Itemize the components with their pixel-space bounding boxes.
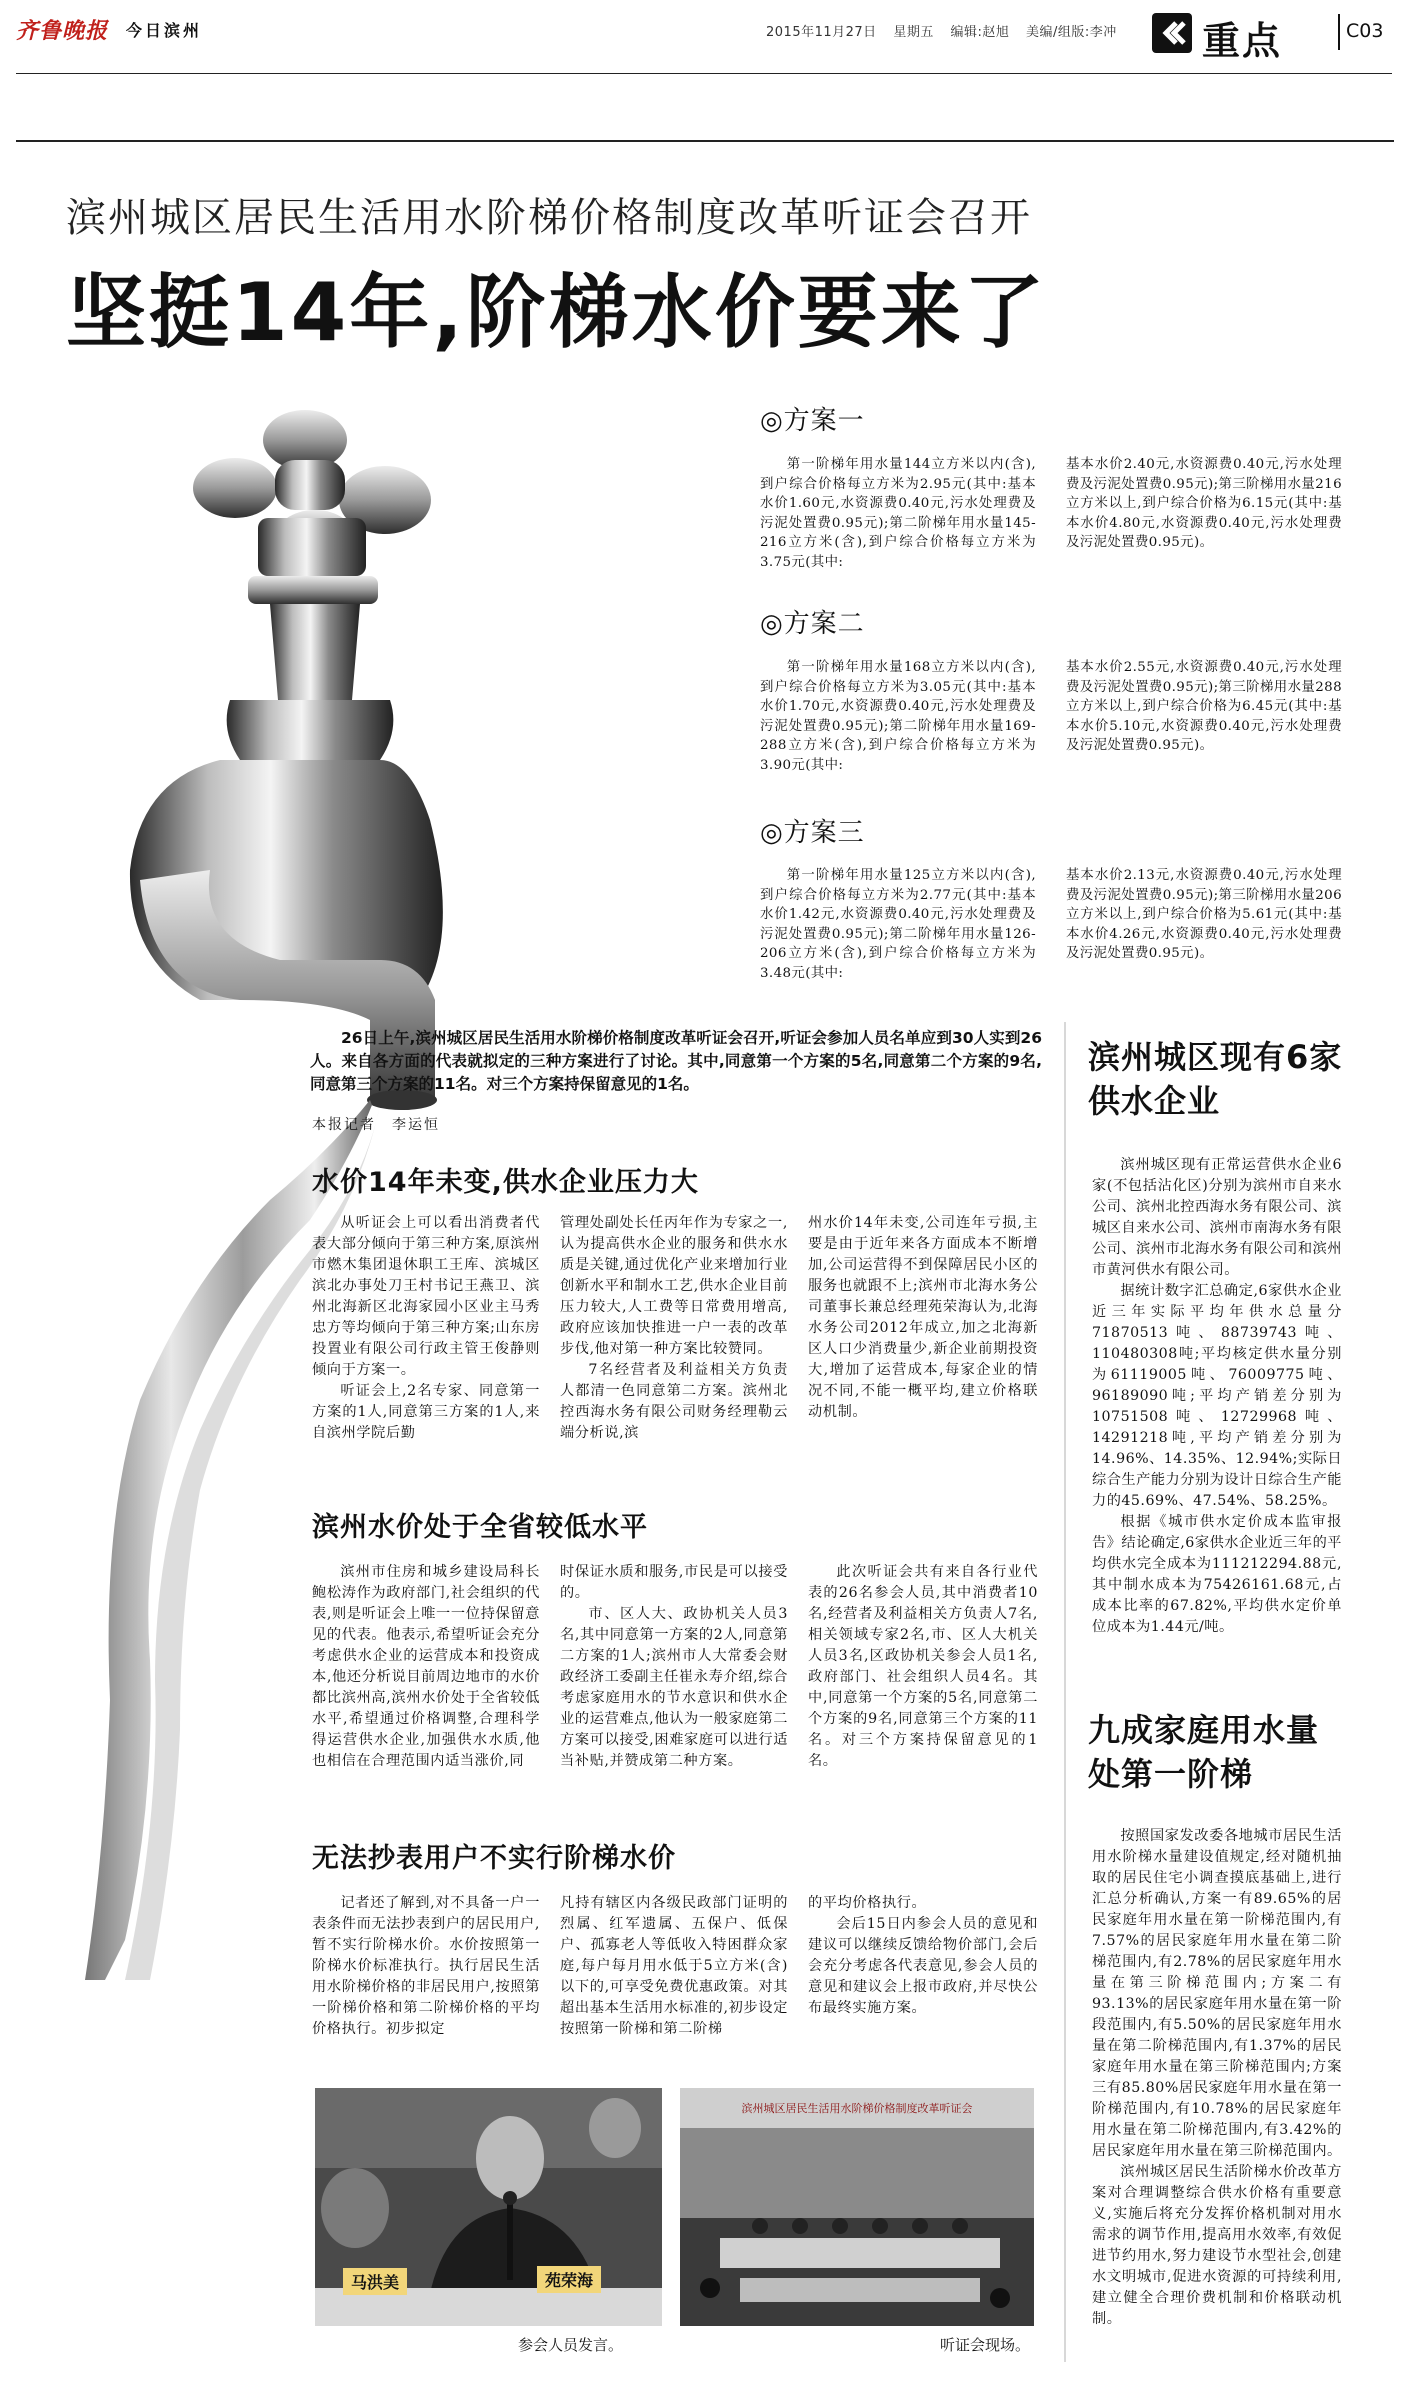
article-lead: 26日上午,滨州城区居民生活用水阶梯价格制度改革听证会召开,听证会参加人员名单应到30人实到26人。来自各方面的代表就拟定的三种方案进行了讨论。其中,同意第一个方案的5名,同意第二个方案的9名,同意第三个方案的11名。对三个方案持保留意见的1名。 bbox=[310, 1029, 1042, 1093]
issue-weekday: 星期五 bbox=[893, 25, 934, 40]
article-subtitle: 滨州城区居民生活用水阶梯价格制度改革听证会召开 bbox=[66, 195, 1032, 241]
sidebar-heading-1: 滨州城区现有6家供水企业 bbox=[1088, 1038, 1343, 1120]
issue-date: 2015年11月27日 bbox=[766, 25, 877, 40]
nameplate-2: 苑荣海 bbox=[537, 2266, 601, 2293]
page-number: C03 bbox=[1346, 20, 1384, 42]
section-3-col-2: 凡持有辖区内各级民政部门证明的烈属、红军遗属、五保户、低保户、孤寡老人等低收入特困群众家庭,每户每月用水低于5立方米(含)以下的,可享受免费优惠政策。对其超出基本生活用水标准的,初步设定按照第一阶梯和第二阶梯 bbox=[560, 1895, 788, 2037]
category-badge-icon bbox=[1152, 13, 1192, 53]
section-1-heading: 水价14年未变,供水企业压力大 bbox=[312, 1167, 699, 1198]
section-2-col-3: 此次听证会共有来自各行业代表的26名参会人员,其中消费者10名,经营者及利益相关方负责人7名,相关领域专家2名,市、区人大机关人员3名,区政协机关参会人员1名,政府部门、社会组织人员4名。其中,同意第一个方案的5名,同意第二个方案的9名,同意第三个方案的11名。对三个方案持保留意见的1名。 bbox=[808, 1564, 1038, 1769]
section-2-col-1: 滨州市住房和城乡建设局科长鲍松涛作为政府部门,社会组织的代表,则是听证会上唯一一位持保留意见的代表。他表示,希望听证会充分考虑供水企业的运营成本和投资成本,他还分析说目前周边地市的水价都比滨州高,滨州水价处于全省较低水平,希望通过价格调整,合理科学得运营供水企业,加强供水水质,他也相信在合理范围内适当涨价,同 bbox=[312, 1564, 540, 1769]
article-title: 坚挺14年,阶梯水价要来了 bbox=[66, 266, 1047, 359]
plan-3-text-a: 第一阶梯年用水量125立方米以内(含),到户综合价格每立方米为2.77元(其中:基本水价1.42元,水资源费0.40元,污水处理费及污泥处置费0.95元);第二阶梯年用水量126-206立方米(含),到户综合价格每立方米为3.48元(其中: bbox=[760, 868, 1036, 981]
section-name: 今日滨州 bbox=[126, 21, 203, 40]
plan-3-title: ◎方案三 bbox=[760, 818, 865, 848]
photo-caption-left: 参会人员发言。 bbox=[518, 2336, 624, 2354]
sidebar-heading-2: 九成家庭用水量处第一阶梯 bbox=[1088, 1711, 1320, 1793]
section-3-col-3: 的平均价格执行。 会后15日内参会人员的意见和建议可以继续反馈给物价部门,会后会充分考虑各代表意见,参会人员的意见和建议会上报市政府,并尽快公布最终实施方案。 bbox=[808, 1895, 1038, 2016]
plan-2-text-b: 基本水价2.55元,水资源费0.40元,污水处理费及污泥处置费0.95元);第三阶梯用水量288立方米以上,到户综合价格为6.45元(其中:基本水价5.10元,水资源费0.40元,污水处理费及污泥处置费0.95元)。 bbox=[1066, 660, 1342, 754]
sidebar-text-1: 滨州城区现有正常运营供水企业6家(不包括沾化区)分别为滨州市自来水公司、滨州北控西海水务有限公司、滨城区自来水公司、滨州市南海水务有限公司、滨州市北海水务有限公司和滨州市黄河供水有限公司。 据统计数字汇总确定,6家供水企业近三年实际平均年供水总量分71870513吨、88739743吨、110480308吨;平均核定供水量分别为61119005吨、76009775吨、96189090吨;平均产销差分别为10751508吨、12729968吨、14291218吨,平均产销差分别为14.96%、14.35%、12.94%;实际日综合生产能力分别为设计日综合生产能力的45.69%、47.54%、58.25%。 根据《城市供水定价成本监审报告》结论确定,6家供水企业近三年的平均供水完全成本为111212294.88元,其中制水成本为75426161.68元,占成本比率的67.82%,平均供水定价单位成本为1.44元/吨。 bbox=[1092, 1157, 1343, 1635]
plan-2-title: ◎方案二 bbox=[760, 609, 865, 639]
plan-2-text-a: 第一阶梯年用水量168立方米以内(含),到户综合价格每立方米为3.05元(其中:基本水价1.70元,水资源费0.40元,污水处理费及污泥处置费0.95元);第二阶梯年用水量169-288立方米(含),到户综合价格每立方米为3.90元(其中: bbox=[760, 660, 1036, 773]
nameplate-1: 马洪美 bbox=[343, 2268, 407, 2295]
editor-credit: 编辑:赵旭 bbox=[950, 25, 1010, 40]
photo-caption-right: 听证会现场。 bbox=[940, 2336, 1031, 2354]
plan-1-title: ◎方案一 bbox=[760, 406, 865, 436]
section-3-heading: 无法抄表用户不实行阶梯水价 bbox=[312, 1843, 676, 1874]
photo-speaker bbox=[315, 2088, 662, 2326]
section-1-col-3: 州水价14年未变,公司连年亏损,主要是由于近年来各方面成本不断增加,公司运营得不到保障居民小区的服务也就跟不上;滨州市北海水务公司董事长兼总经理苑荣海认为,北海水务公司2012年成立,加之北海新区人口少消费量少,新企业前期投资大,增加了运营成本,每家企业的情况不同,不能一概平均,建立价格联动机制。 bbox=[808, 1215, 1038, 1420]
photo-hearing-room bbox=[680, 2088, 1034, 2326]
section-1-col-1: 从听证会上可以看出消费者代表大部分倾向于第三种方案,原滨州市燃木集团退休职工王库、滨城区滨北办事处刀王村书记王燕卫、滨州北海新区北海家园小区业主马秀忠方等均倾向于第三种方案;山东房投置业有限公司行政主管王俊静则倾向于方案一。 听证会上,2名专家、同意第一方案的1人,同意第三方案的1人,来自滨州学院后勤 bbox=[312, 1215, 540, 1441]
hearing-banner: 滨州城区居民生活用水阶梯价格制度改革听证会 bbox=[741, 2102, 973, 2115]
category-label: 重点 bbox=[1202, 19, 1283, 63]
plan-1-text-b: 基本水价2.40元,水资源费0.40元,污水处理费及污泥处置费0.95元);第三阶梯用水量216立方米以上,到户综合价格为6.15元(其中:基本水价4.80元,水资源费0.40元,污水处理费及污泥处置费0.95元)。 bbox=[1066, 457, 1342, 551]
designer-credit: 美编/组版:李冲 bbox=[1026, 25, 1117, 40]
section-2-heading: 滨州水价处于全省较低水平 bbox=[312, 1512, 648, 1543]
plan-1-text-a: 第一阶梯年用水量144立方米以内(含),到户综合价格每立方米为2.95元(其中:基本水价1.60元,水资源费0.40元,污水处理费及污泥处置费0.95元);第二阶梯年用水量145-216立方米(含),到户综合价格每立方米为3.75元(其中: bbox=[760, 457, 1036, 570]
plan-3-text-b: 基本水价2.13元,水资源费0.40元,污水处理费及污泥处置费0.95元);第三阶梯用水量206立方米以上,到户综合价格为5.61元(其中:基本水价4.26元,水资源费0.40元,污水处理费及污泥处置费0.95元)。 bbox=[1066, 868, 1342, 962]
masthead-logo: 齐鲁晚报 bbox=[16, 18, 109, 44]
section-1-col-2: 管理处副处长任丙年作为专家之一,认为提高供水企业的服务和供水水质是关键,通过优化产业来增加行业创新水平和制水工艺,供水企业目前压力较大,人工费等日常费用增高,政府应该加快推进一户一表的改革步伐,他对第一种方案比较赞同。 7名经营者及利益相关方负责人都清一色同意第二方案。滨州北控西海水务有限公司财务经理勒云端分析说,滨 bbox=[560, 1215, 788, 1441]
page-header bbox=[0, 0, 1409, 150]
sidebar-text-2: 按照国家发改委各地城市居民生活用水阶梯水量建设值规定,经对随机抽取的居民住宅小调查摸底基础上,进行汇总分析确认,方案一有89.65%的居民家庭年用水量在第一阶梯范围内,有7.57%的居民家庭年用水量在第二阶梯范围内,有2.78%的居民家庭年用水量在第三阶梯范围内;方案二有93.13%的居民家庭年用水量在第一阶段范围内,有5.50%的居民家庭年用水量在第二阶梯范围内,有1.37%的居民家庭年用水量在第三阶梯范围内;方案三有85.80%居民家庭年用水量在第一阶梯范围内,有10.78%的居民家庭年用水量在第二阶梯范围内,有3.42%的居民家庭年用水量在第三阶梯范围内。 滨州城区居民生活阶梯水价改革方案对合理调整综合供水价格有重要意义,实施后将充分发挥价格机制对用水需求的调节作用,提高用水效率,有效促进节约用水,努力建设节水型社会,创建水文明城市,促进水资源的可持续利用,建立健全合理价费机制和价格联动机制。 bbox=[1092, 1828, 1342, 2327]
section-2-col-2: 时保证水质和服务,市民是可以接受的。 市、区人大、政协机关人员3名,其中同意第一方案的2人,同意第二方案的1人;滨州市人大常委会财政经济工委副主任崔永寿介绍,综合考虑家庭用水的节水意识和供水企业的运营难点,他认为一般家庭第二方案可以接受,困难家庭可以进行适当补贴,并赞成第二种方案。 bbox=[560, 1564, 788, 1769]
section-3-col-1: 记者还了解到,对不具备一户一表条件而无法抄表到户的居民用户,暂不实行阶梯水价。水价按照第一阶梯水价标准执行。执行居民生活用水阶梯价格的非居民用户,按照第一阶梯价格和第二阶梯价格的平均价格执行。初步拟定 bbox=[312, 1895, 540, 2037]
byline: 本报记者 李运恒 bbox=[312, 1117, 440, 1133]
